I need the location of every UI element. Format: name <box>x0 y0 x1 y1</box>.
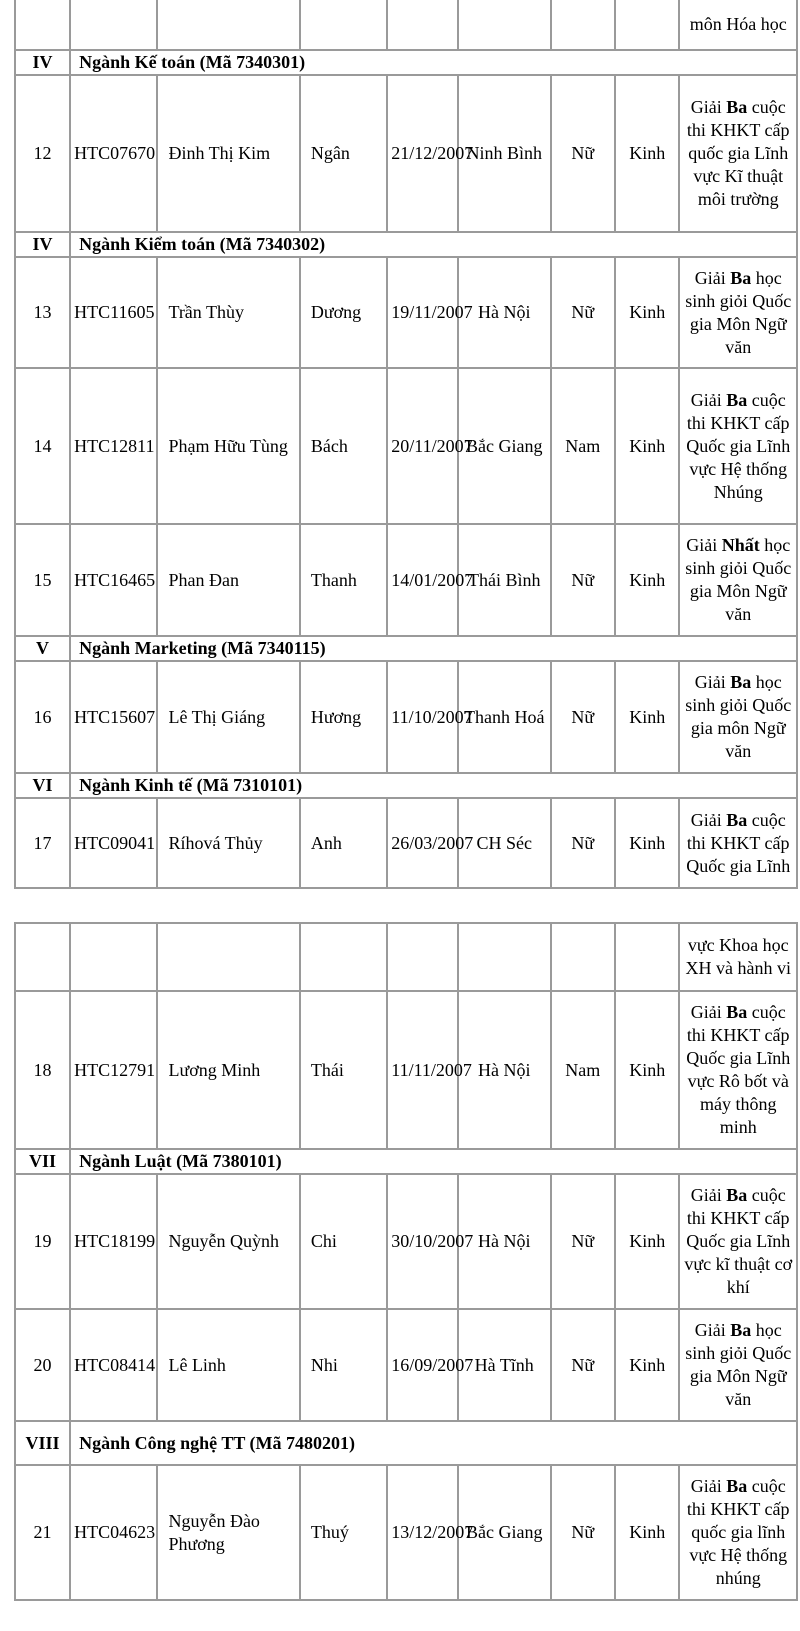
award-prefix: Giải <box>694 267 731 288</box>
stt-cell: 16 <box>15 661 70 773</box>
birthplace-cell: Hà Nội <box>458 1174 551 1309</box>
award-detail: cuộc thi KHKT cấp Quốc gia Lĩnh <box>686 809 791 876</box>
given-name-cell: Thanh <box>300 524 387 636</box>
ethnicity-cell: Kinh <box>615 75 679 232</box>
section-header-kinh-te <box>15 773 797 798</box>
stt-cell: 15 <box>15 524 70 636</box>
award-rank: Ba <box>726 389 748 410</box>
dob-cell: 14/01/2007 <box>387 524 458 636</box>
code-cell: HTC12791 <box>70 991 157 1149</box>
section-number: VII <box>15 1149 70 1174</box>
award-rank: Ba <box>726 1476 748 1496</box>
ethnicity-cell: Kinh <box>615 257 679 368</box>
stt-cell: 14 <box>15 368 70 524</box>
section-title: Ngành Luật (Mã 7380101) <box>70 1149 797 1174</box>
table-row <box>15 991 797 1149</box>
section-header-cntt <box>15 1421 797 1465</box>
award-rank: Ba <box>726 97 748 117</box>
birthplace-cell: Hà Nội <box>458 257 551 368</box>
award-prefix: Giải <box>690 389 727 410</box>
dob-cell: 26/03/2007 <box>387 798 458 888</box>
given-name-cell: Nhi <box>300 1309 387 1421</box>
award-detail: cuộc thi KHKT cấp quốc gia Lĩnh vực Kĩ thuật môi trường <box>686 97 790 209</box>
award-prefix: Giải <box>694 672 731 692</box>
table-row <box>15 1174 797 1309</box>
gender-cell: Nữ <box>551 1309 615 1421</box>
award-detail: cuộc thi KHKT cấp Quốc gia Lĩnh vực Hệ thống Nhúng <box>686 389 791 502</box>
code-cell: HTC11605 <box>70 257 157 368</box>
surname-cell: Phạm Hữu Tùng <box>157 368 299 524</box>
surname-cell: Ríhová Thủy <box>157 798 299 888</box>
table-row <box>15 1309 797 1421</box>
award-rank: Ba <box>730 267 752 288</box>
award-cell <box>679 1309 797 1421</box>
award-prefix: Giải <box>690 1185 727 1205</box>
award-rank: Nhất <box>721 535 760 555</box>
surname-cell: Trần Thùy <box>157 257 299 368</box>
section-header-luat <box>15 1149 797 1174</box>
section-number: VI <box>15 773 70 798</box>
birthplace-cell: CH Séc <box>458 798 551 888</box>
gender-cell: Nữ <box>551 75 615 232</box>
dob-cell: 19/11/2007 <box>387 257 458 368</box>
stt-cell: 12 <box>15 75 70 232</box>
ethnicity-cell: Kinh <box>615 368 679 524</box>
dob-cell: 13/12/2007 <box>387 1465 458 1600</box>
birthplace-cell: Bắc Giang <box>458 368 551 524</box>
birthplace-cell: Thái Bình <box>458 524 551 636</box>
award-detail: cuộc thi KHKT cấp quốc gia lĩnh vực Hệ thống nhúng <box>686 1476 790 1588</box>
award-cell <box>679 991 797 1149</box>
code-cell: HTC09041 <box>70 798 157 888</box>
student-table-part1 <box>14 0 798 889</box>
section-title: Ngành Kiểm toán (Mã 7340302) <box>70 232 797 257</box>
award-prefix: Giải <box>690 1002 727 1022</box>
surname-cell: Lương Minh <box>157 991 299 1149</box>
given-name-cell: Bách <box>300 368 387 524</box>
section-title: Ngành Marketing (Mã 7340115) <box>70 636 797 661</box>
dob-cell: 30/10/2007 <box>387 1174 458 1309</box>
birthplace-cell: Hà Tĩnh <box>458 1309 551 1421</box>
stt-cell: 20 <box>15 1309 70 1421</box>
table-row <box>15 257 797 368</box>
gender-cell: Nữ <box>551 1465 615 1600</box>
surname-cell: Nguyễn Đào Phương <box>157 1465 299 1600</box>
award-cell <box>679 257 797 368</box>
award-cell <box>679 368 797 524</box>
code-cell: HTC18199 <box>70 1174 157 1309</box>
given-name-cell: Ngân <box>300 75 387 232</box>
section-title: Ngành Kinh tế (Mã 7310101) <box>70 773 797 798</box>
gender-cell: Nam <box>551 368 615 524</box>
section-header-kiem-toan <box>15 232 797 257</box>
award-cell: môn Hóa học <box>679 0 797 50</box>
dob-cell: 20/11/2007 <box>387 368 458 524</box>
award-rank: Ba <box>726 1185 748 1205</box>
section-number: V <box>15 636 70 661</box>
dob-cell: 16/09/2007 <box>387 1309 458 1421</box>
gender-cell: Nam <box>551 991 615 1149</box>
ethnicity-cell: Kinh <box>615 1309 679 1421</box>
code-cell: HTC07670 <box>70 75 157 232</box>
ethnicity-cell: Kinh <box>615 1465 679 1600</box>
award-cell <box>679 1174 797 1309</box>
birthplace-cell: Thanh Hoá <box>458 661 551 773</box>
award-rank: Ba <box>730 672 752 692</box>
table-row <box>15 524 797 636</box>
surname-cell: Nguyễn Quỳnh <box>157 1174 299 1309</box>
award-cell: vực Khoa học XH và hành vi <box>679 923 797 991</box>
table-row <box>15 1465 797 1600</box>
table-row <box>15 75 797 232</box>
award-cell <box>679 1465 797 1600</box>
dob-cell: 11/11/2007 <box>387 991 458 1149</box>
award-cell <box>679 798 797 888</box>
ethnicity-cell: Kinh <box>615 524 679 636</box>
award-prefix: Giải <box>694 1320 731 1340</box>
table-row <box>15 661 797 773</box>
award-detail: học sinh giỏi Quốc gia môn Ngữ văn <box>685 672 792 761</box>
gender-cell: Nữ <box>551 1174 615 1309</box>
ethnicity-cell: Kinh <box>615 798 679 888</box>
code-cell: HTC12811 <box>70 368 157 524</box>
gender-cell: Nữ <box>551 661 615 773</box>
stt-cell: 13 <box>15 257 70 368</box>
section-title: Ngành Công nghệ TT (Mã 7480201) <box>70 1421 797 1465</box>
stt-cell: 18 <box>15 991 70 1149</box>
given-name-cell: Anh <box>300 798 387 888</box>
section-title: Ngành Kế toán (Mã 7340301) <box>70 50 797 75</box>
section-number: VIII <box>15 1421 70 1465</box>
award-prefix: Giải <box>690 809 727 830</box>
continuation-row <box>15 923 797 991</box>
birthplace-cell: Ninh Bình <box>458 75 551 232</box>
award-prefix: Giải <box>686 535 722 555</box>
award-rank: Ba <box>726 809 748 830</box>
stt-cell: 17 <box>15 798 70 888</box>
section-header-ke-toan <box>15 50 797 75</box>
ethnicity-cell: Kinh <box>615 661 679 773</box>
dob-cell: 21/12/2007 <box>387 75 458 232</box>
award-cell <box>679 661 797 773</box>
table-row <box>15 368 797 524</box>
stt-cell: 21 <box>15 1465 70 1600</box>
table-row <box>15 798 797 888</box>
code-cell: HTC04623 <box>70 1465 157 1600</box>
surname-cell: Lê Thị Giáng <box>157 661 299 773</box>
section-number: IV <box>15 50 70 75</box>
surname-cell: Đinh Thị Kim <box>157 75 299 232</box>
ethnicity-cell: Kinh <box>615 1174 679 1309</box>
code-cell: HTC16465 <box>70 524 157 636</box>
stt-cell: 19 <box>15 1174 70 1309</box>
given-name-cell: Dương <box>300 257 387 368</box>
ethnicity-cell: Kinh <box>615 991 679 1149</box>
award-detail: cuộc thi KHKT cấp Quốc gia Lĩnh vực Rô bốt và máy thông minh <box>686 1002 791 1137</box>
award-prefix: Giải <box>690 1476 727 1496</box>
dob-cell: 11/10/2007 <box>387 661 458 773</box>
gender-cell: Nữ <box>551 257 615 368</box>
given-name-cell: Chi <box>300 1174 387 1309</box>
code-cell: HTC15607 <box>70 661 157 773</box>
gender-cell: Nữ <box>551 524 615 636</box>
section-number: IV <box>15 232 70 257</box>
award-prefix: Giải <box>690 97 727 117</box>
award-rank: Ba <box>730 1320 752 1340</box>
award-rank: Ba <box>726 1002 748 1022</box>
award-detail: cuộc thi KHKT cấp Quốc gia Lĩnh vực kĩ thuật cơ khí <box>684 1185 793 1297</box>
birthplace-cell: Hà Nội <box>458 991 551 1149</box>
given-name-cell: Hương <box>300 661 387 773</box>
surname-cell: Phan Đan <box>157 524 299 636</box>
birthplace-cell: Bắc Giang <box>458 1465 551 1600</box>
award-cell <box>679 524 797 636</box>
surname-cell: Lê Linh <box>157 1309 299 1421</box>
continuation-row <box>15 0 797 50</box>
given-name-cell: Thuý <box>300 1465 387 1600</box>
given-name-cell: Thái <box>300 991 387 1149</box>
section-header-marketing <box>15 636 797 661</box>
award-cell <box>679 75 797 232</box>
student-table-part2 <box>14 922 798 1601</box>
gender-cell: Nữ <box>551 798 615 888</box>
award-detail: học sinh giỏi Quốc gia Môn Ngữ văn <box>685 267 792 357</box>
award-detail: học sinh giỏi Quốc gia Môn Ngữ văn <box>685 535 792 624</box>
code-cell: HTC08414 <box>70 1309 157 1421</box>
award-detail: học sinh giỏi Quốc gia Môn Ngữ văn <box>685 1320 792 1409</box>
